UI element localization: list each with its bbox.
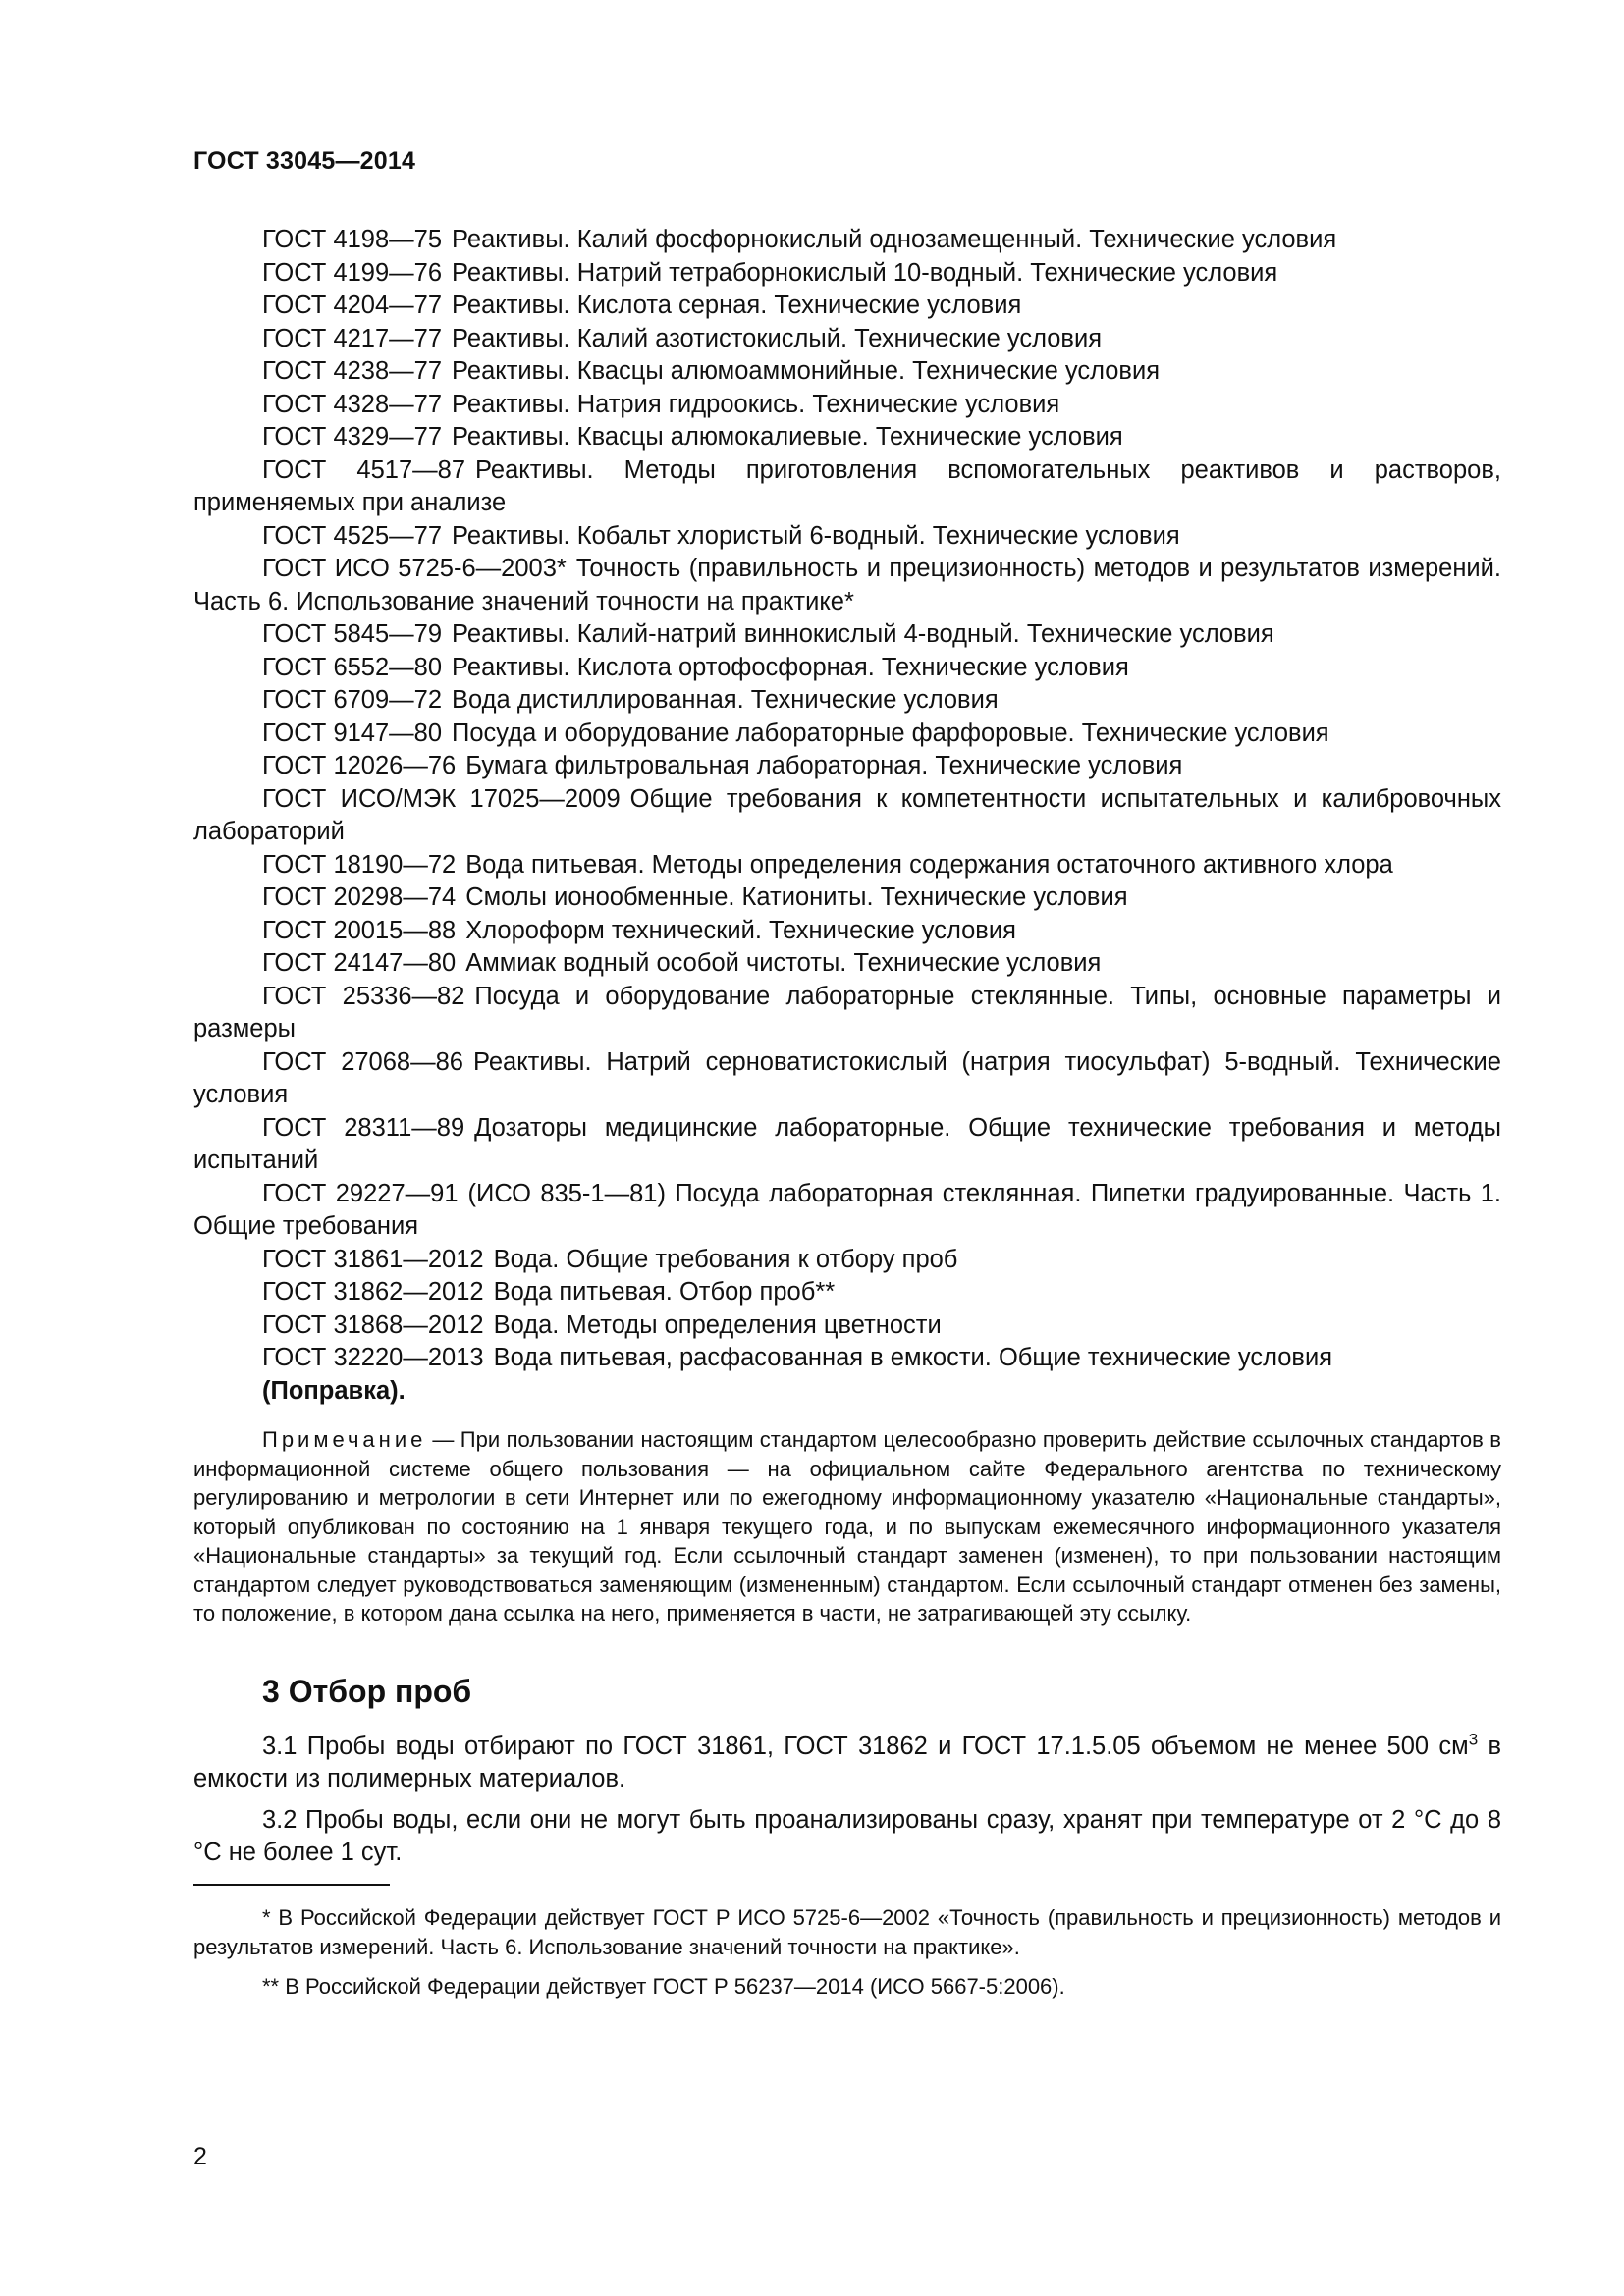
reference-code: ГОСТ 20015—88 xyxy=(262,916,457,944)
reference-code: ГОСТ 31862—2012 xyxy=(262,1278,484,1306)
reference-title: Реактивы. Кислота серная. Технические условия xyxy=(452,292,1022,319)
reference-title: Посуда и оборудование лабораторные фарфоровые. Технические условия xyxy=(452,719,1329,747)
reference-title: Реактивы. Методы приготовления вспомогательных реактивов и растворов, применяемых при анализе xyxy=(193,455,1501,516)
reference-code: ГОСТ 20298—74 xyxy=(262,883,457,911)
reference-item xyxy=(193,1276,1501,1309)
footnote-1: * В Российской Федерации действует ГОСТ Р ИСО 5725-6—2002 «Точность (правильность и прецизионность) методов и результатов измерений. Часть 6. Использование значений точности на практике». xyxy=(193,1904,1501,1959)
reference-code: ГОСТ 31868—2012 xyxy=(262,1310,484,1339)
reference-title: Точность (правильность и прецизионность) методов и результатов измерений. Часть 6. Использование значений точности на практике* xyxy=(193,555,1501,615)
reference-title: Реактивы. Натрия гидроокись. Технические условия xyxy=(452,390,1060,418)
reference-title: (ИСО 835-1—81) Посуда лабораторная стеклянная. Пипетки градуированные. Часть 1. Общие требования xyxy=(193,1179,1501,1240)
reference-title: Вода питьевая. Отбор проб** xyxy=(493,1278,836,1306)
reference-title: Хлороформ технический. Технические условия xyxy=(465,916,1016,944)
reference-item xyxy=(193,1244,1501,1277)
reference-item xyxy=(193,684,1501,718)
reference-code: ГОСТ 4217—77 xyxy=(262,324,443,352)
document-body xyxy=(193,224,1501,2002)
reference-title: Дозаторы медицинские лабораторные. Общие технические требования и методы испытаний xyxy=(193,1113,1501,1174)
reference-item xyxy=(193,981,1501,1046)
note-text: — При пользовании настоящим стандартом целесообразно проверить действие ссылочных стандартов в информационной системе общего пользования — на официальном сайте Федерального агентства по техническому регулированию и метрологии в сети Интернет или по ежегодному информационному указателю «Национальные стандарты», который опубликован по состоянию на 1 января текущего года, и по выпускам ежемесячного информационного указателя «Национальные стандарты» за текущий год. Если ссылочный стандарт заменен (изменен), то при пользовании настоящим стандартом следует руководствоваться заменяющим (измененным) стандартом. Если ссылочный стандарт отменен без замены, то положение, в котором дана ссылка на него, применяется в части, не затрагивающей эту ссылку. xyxy=(193,1427,1501,1626)
reference-item xyxy=(193,1178,1501,1244)
reference-item xyxy=(193,224,1501,257)
reference-title: Реактивы. Натрий тетраборнокислый 10-водный. Технические условия xyxy=(452,258,1278,287)
reference-title: Аммиак водный особой чистоты. Технические условия xyxy=(465,949,1102,977)
note-paragraph xyxy=(193,1425,1501,1629)
reference-title: Посуда и оборудование лабораторные стеклянные. Типы, основные параметры и размеры xyxy=(193,982,1501,1042)
reference-code: ГОСТ 29227—91 xyxy=(262,1179,459,1207)
reference-item xyxy=(193,718,1501,751)
reference-item xyxy=(193,1046,1501,1112)
reference-code: ГОСТ 6709—72 xyxy=(262,686,443,714)
reference-code: ГОСТ ИСО 5725-6—2003* xyxy=(262,555,567,582)
reference-code: ГОСТ 5845—79 xyxy=(262,620,443,648)
references-list xyxy=(193,224,1501,1408)
reference-code: ГОСТ 6552—80 xyxy=(262,653,443,681)
reference-title: Реактивы. Калий фосфорнокислый однозамещенный. Технические условия xyxy=(452,226,1337,253)
paragraph-3-2: 3.2 Пробы воды, если они не могут быть проанализированы сразу, хранят при температуре от 2 °С до 8 °С не более 1 сут. xyxy=(193,1805,1501,1866)
reference-item xyxy=(193,520,1501,554)
reference-title: Реактивы. Квасцы алюмокалиевые. Технические условия xyxy=(452,423,1123,451)
reference-code: ГОСТ 9147—80 xyxy=(262,719,443,747)
reference-code: ГОСТ 4204—77 xyxy=(262,292,443,319)
section-heading: 3 Отбор проб xyxy=(262,1673,472,1709)
reference-item xyxy=(193,257,1501,291)
reference-title: Общие требования к компетентности испытательных и калибровочных лабораторий xyxy=(193,784,1501,845)
amendment-mark: (Поправка). xyxy=(262,1376,406,1405)
reference-code: ГОСТ 27068—86 xyxy=(262,1047,463,1076)
reference-code: ГОСТ 4329—77 xyxy=(262,423,443,451)
reference-item xyxy=(193,849,1501,882)
reference-code: ГОСТ 31861—2012 xyxy=(262,1245,484,1273)
reference-title: Реактивы. Калий-натрий виннокислый 4-водный. Технические условия xyxy=(452,620,1274,648)
footnote-separator xyxy=(193,1884,390,1886)
reference-code: ГОСТ 24147—80 xyxy=(262,949,457,977)
reference-code: ГОСТ 4199—76 xyxy=(262,258,443,287)
reference-item xyxy=(193,389,1501,422)
reference-code: ГОСТ 28311—89 xyxy=(262,1113,465,1142)
paragraph-3-1-text: 3.1 Пробы воды отбирают по ГОСТ 31861, ГОСТ 31862 и ГОСТ 17.1.5.05 объемом не менее 500 см xyxy=(262,1732,1469,1760)
reference-code: ГОСТ 32220—2013 xyxy=(262,1344,484,1371)
reference-item xyxy=(193,652,1501,685)
reference-code: ГОСТ 4525—77 xyxy=(262,521,443,550)
reference-item xyxy=(193,783,1501,849)
reference-code: ГОСТ ИСО/МЭК 17025—2009 xyxy=(262,784,621,813)
reference-item xyxy=(193,1112,1501,1178)
reference-item xyxy=(193,454,1501,520)
reference-title: Реактивы. Квасцы алюмоаммонийные. Технические условия xyxy=(452,357,1161,385)
reference-item xyxy=(193,421,1501,454)
reference-title: Вода. Методы определения цветности xyxy=(493,1310,942,1339)
reference-title: Вода питьевая. Методы определения содержания остаточного активного хлора xyxy=(465,850,1393,879)
reference-title: Вода дистиллированная. Технические условия xyxy=(452,686,999,714)
reference-code: ГОСТ 12026—76 xyxy=(262,752,457,779)
reference-title: Вода питьевая, расфасованная в емкости. Общие технические условия xyxy=(493,1344,1333,1371)
reference-item xyxy=(193,1309,1501,1343)
reference-item xyxy=(193,947,1501,981)
reference-code: ГОСТ 25336—82 xyxy=(262,982,465,1010)
reference-item xyxy=(193,750,1501,783)
paragraph-3-1-tail: в емкости из полимерных материалов. xyxy=(193,1732,1501,1792)
page-number: 2 xyxy=(193,2143,207,2170)
reference-item xyxy=(193,323,1501,356)
reference-item xyxy=(193,355,1501,389)
reference-title: Реактивы. Кислота ортофосфорная. Технические условия xyxy=(452,653,1129,681)
reference-item xyxy=(193,881,1501,915)
paragraph-3-1 xyxy=(193,1731,1501,1796)
reference-item xyxy=(193,1342,1501,1375)
reference-code: ГОСТ 4328—77 xyxy=(262,390,443,418)
reference-title: Реактивы. Калий азотистокислый. Технические условия xyxy=(452,324,1103,352)
reference-title: Реактивы. Натрий серноватистокислый (натрия тиосульфат) 5-водный. Технические условия xyxy=(193,1047,1501,1108)
footnote-2: ** В Российской Федерации действует ГОСТ Р 56237—2014 (ИСО 5667-5:2006). xyxy=(262,1973,1065,1999)
reference-title: Реактивы. Кобальт хлористый 6-водный. Технические условия xyxy=(452,521,1180,550)
reference-title: Смолы ионообменные. Катиониты. Технические условия xyxy=(465,883,1128,911)
reference-title: Бумага фильтровальная лабораторная. Технические условия xyxy=(465,752,1183,779)
superscript-cubic: 3 xyxy=(1468,1730,1479,1748)
document-header: ГОСТ 33045—2014 xyxy=(193,147,416,175)
note-label: Примечание xyxy=(262,1427,427,1452)
reference-code: ГОСТ 4517—87 xyxy=(262,455,466,484)
reference-title: Вода. Общие требования к отбору проб xyxy=(493,1245,958,1273)
reference-code: ГОСТ 4238—77 xyxy=(262,357,443,385)
reference-item xyxy=(193,618,1501,652)
reference-item xyxy=(193,915,1501,948)
reference-item xyxy=(193,290,1501,323)
reference-code: ГОСТ 4198—75 xyxy=(262,226,443,253)
reference-code: ГОСТ 18190—72 xyxy=(262,850,457,879)
reference-item xyxy=(193,553,1501,618)
